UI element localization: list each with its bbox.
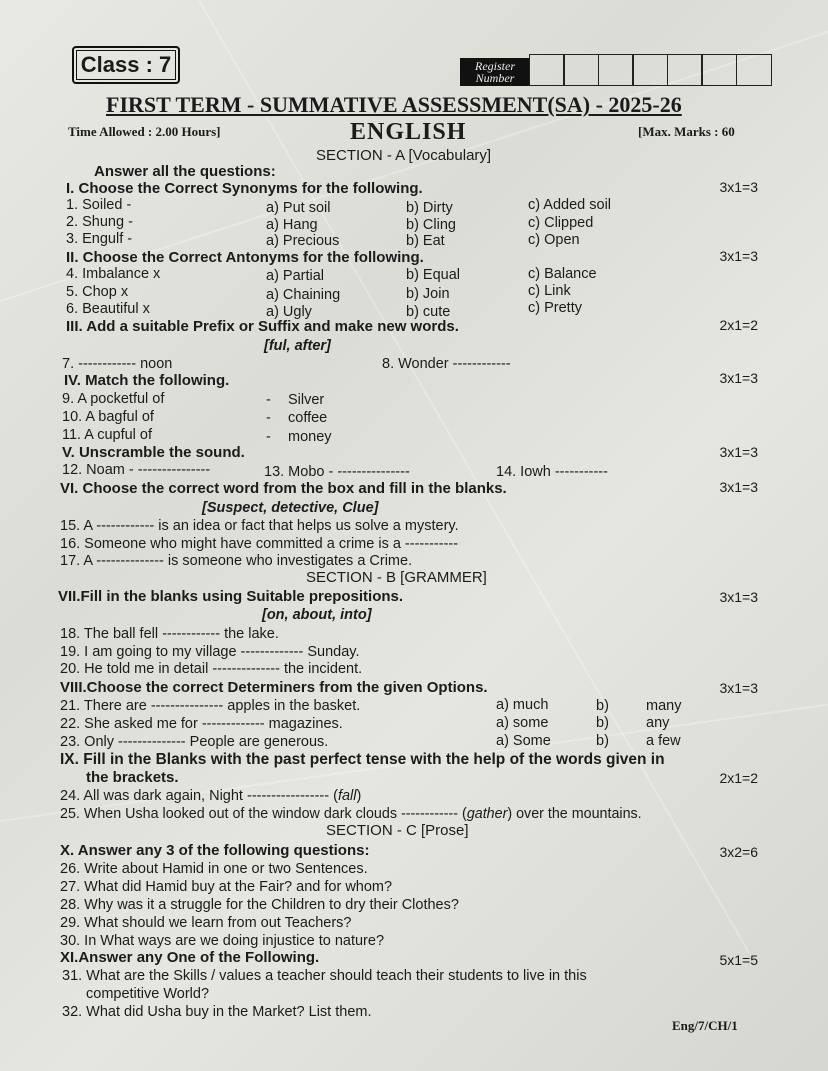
option-a: a) Chaining — [266, 287, 341, 303]
q29-item: 29. What should we learn from out Teachers? — [60, 915, 352, 931]
q19-item: 19. I am going to my village ------------- Sunday. — [60, 644, 360, 660]
q4-heading: IV. Match the following. — [64, 372, 230, 389]
register-box — [529, 54, 565, 86]
q21-item: 21. There are --------------- apples in the basket. — [60, 698, 361, 714]
match-answer: Silver — [288, 392, 325, 408]
q12-item: 12. Noam - --------------- — [62, 462, 211, 478]
option-c: c) Clipped — [528, 215, 594, 231]
time-allowed: Time Allowed : 2.00 Hours] — [68, 124, 221, 139]
q7-heading: VII.Fill in the blanks using Suitable prepositions. — [58, 588, 404, 605]
q26-item: 26. Write about Hamid in one or two Sentences. — [60, 861, 368, 877]
match-dash: - — [266, 429, 271, 445]
q5-heading: V. Unscramble the sound. — [62, 444, 245, 461]
q10-item: 10. A bagful of — [62, 409, 154, 425]
q22-item: 22. She asked me for ------------- magazines. — [60, 716, 343, 732]
option-b: b) Eat — [406, 233, 445, 249]
q17-item: 17. A -------------- is someone who investigates a Crime. — [60, 553, 413, 569]
option-b: b) Cling — [406, 217, 456, 233]
register-number-boxes — [530, 54, 772, 86]
q25-item: 25. When Usha looked out of the window dark clouds ------------ (gather) over the mountains. — [60, 806, 642, 822]
q24-item: 24. All was dark again, Night ----------------- (fall) — [60, 788, 362, 804]
q1-heading: I. Choose the Correct Synonyms for the following. — [66, 180, 423, 197]
max-marks: [Max. Marks : 60 — [638, 124, 735, 139]
class-label: Class : 7 — [72, 46, 180, 84]
option-a: a) Ugly — [266, 304, 312, 320]
q31-item: 31. What are the Skills / values a teacher should teach their students to live in this — [62, 968, 587, 984]
q18-item: 18. The ball fell ------------ the lake. — [60, 626, 279, 642]
q31-item-cont: competitive World? — [86, 986, 210, 1002]
q1-item: 1. Soiled - — [66, 197, 132, 213]
q6-heading: VI. Choose the correct word from the box and fill in the blanks. — [60, 480, 507, 497]
option-b: b) — [596, 733, 609, 749]
q8-item: 8. Wonder ------------ — [382, 356, 511, 372]
q4-item: 4. Imbalance x — [66, 266, 161, 282]
q6-options: [Suspect, detective, Clue] — [202, 500, 379, 516]
q2-item: 2. Shung - — [66, 214, 133, 230]
q1-marks: 3x1=3 — [719, 179, 758, 195]
q30-item: 30. In What ways are we doing injustice to nature? — [60, 933, 385, 949]
q7-marks: 3x1=3 — [719, 589, 758, 605]
q3-options: [ful, after] — [264, 338, 331, 354]
footer-code: Eng/7/CH/1 — [672, 1018, 738, 1033]
q23-item: 23. Only -------------- People are generous. — [60, 734, 329, 750]
register-box — [563, 54, 599, 86]
q13-item: 13. Mobo - --------------- — [264, 464, 410, 480]
register-box — [736, 54, 772, 86]
option-b: b) cute — [406, 304, 451, 320]
q15-item: 15. A ------------ is an idea or fact that helps us solve a mystery. — [60, 518, 459, 534]
match-answer: coffee — [288, 410, 328, 426]
option-b: b) Equal — [406, 267, 461, 283]
option-c: c) Pretty — [528, 300, 582, 316]
q11-marks: 5x1=5 — [719, 952, 758, 968]
q8-marks: 3x1=3 — [719, 680, 758, 696]
option-b: b) Dirty — [406, 200, 453, 216]
q27-item: 27. What did Hamid buy at the Fair? and for whom? — [60, 879, 393, 895]
option-a: a) Precious — [266, 233, 340, 249]
option-c: any — [646, 715, 670, 731]
q32-item: 32. What did Usha buy in the Market? List them. — [62, 1004, 372, 1020]
q3-item: 3. Engulf - — [66, 231, 133, 247]
q20-item: 20. He told me in detail -------------- the incident. — [60, 661, 363, 677]
match-answer: money — [288, 429, 332, 445]
register-box — [598, 54, 634, 86]
option-a: a) much — [496, 697, 549, 713]
q5-item: 5. Chop x — [66, 284, 129, 300]
option-a: a) some — [496, 715, 549, 731]
q28-item: 28. Why was it a struggle for the Children to dry their Clothes? — [60, 897, 459, 913]
option-c: c) Added soil — [528, 197, 612, 213]
option-c: many — [646, 698, 682, 714]
q6-item: 6. Beautiful x — [66, 301, 150, 317]
q3-heading: III. Add a suitable Prefix or Suffix and make new words. — [66, 318, 459, 335]
option-c: c) Open — [528, 232, 580, 248]
q9-marks: 2x1=2 — [719, 770, 758, 786]
option-a: a) Hang — [266, 217, 318, 233]
q9-heading: IX. Fill in the Blanks with the past perfect tense with the help of the words given in — [60, 751, 665, 768]
subject-title: ENGLISH — [350, 119, 467, 145]
q3-marks: 2x1=2 — [719, 317, 758, 333]
option-b: b) — [596, 715, 609, 731]
q5-marks: 3x1=3 — [719, 444, 758, 460]
instructions: Answer all the questions: — [94, 163, 276, 180]
section-b-title: SECTION - B [GRAMMER] — [306, 569, 487, 586]
register-box — [701, 54, 737, 86]
section-a-title: SECTION - A [Vocabulary] — [316, 147, 492, 164]
q2-marks: 3x1=3 — [719, 248, 758, 264]
match-dash: - — [266, 392, 271, 408]
q7-options: [on, about, into] — [262, 607, 372, 623]
option-b: b) Join — [406, 286, 450, 302]
option-a: a) Some — [496, 733, 551, 749]
q10-marks: 3x2=6 — [719, 844, 758, 860]
q8-heading: VIII.Choose the correct Determiners from the given Options. — [60, 679, 488, 696]
q7-item: 7. ------------ noon — [62, 356, 173, 372]
q10-heading: X. Answer any 3 of the following questions: — [60, 842, 370, 859]
section-c-title: SECTION - C [Prose] — [326, 822, 469, 839]
option-c: a few — [646, 733, 681, 749]
q6-marks: 3x1=3 — [719, 479, 758, 495]
register-number-label: Register Number — [460, 58, 530, 86]
q9-heading-cont: the brackets. — [86, 769, 179, 786]
option-c: c) Balance — [528, 266, 597, 282]
exam-title: FIRST TERM - SUMMATIVE ASSESSMENT(SA) - 2025-26 — [106, 92, 682, 117]
q9-item: 9. A pocketful of — [62, 391, 165, 407]
option-b: b) — [596, 698, 609, 714]
option-a: a) Put soil — [266, 200, 331, 216]
q2-heading: II. Choose the Correct Antonyms for the following. — [66, 249, 424, 266]
register-box — [632, 54, 668, 86]
option-c: c) Link — [528, 283, 571, 299]
q11-heading: XI.Answer any One of the Following. — [60, 949, 320, 966]
match-dash: - — [266, 410, 271, 426]
q11-item: 11. A cupful of — [62, 427, 153, 443]
option-a: a) Partial — [266, 268, 325, 284]
q16-item: 16. Someone who might have committed a crime is a ----------- — [60, 536, 459, 552]
q4-marks: 3x1=3 — [719, 370, 758, 386]
q14-item: 14. Iowh ----------- — [496, 464, 608, 480]
register-box — [667, 54, 703, 86]
